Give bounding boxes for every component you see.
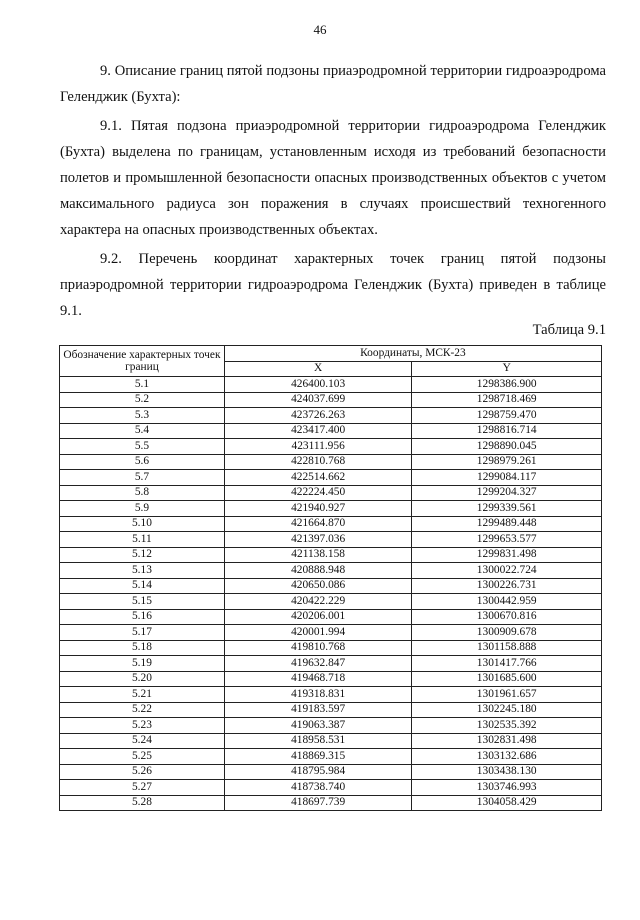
table-row — [60, 563, 602, 579]
table-row — [60, 687, 602, 703]
cell-point-name: 5.1 — [60, 377, 225, 393]
cell-y: 1298890.045 — [412, 439, 602, 455]
cell-y: 1300670.816 — [412, 609, 602, 625]
header-coordinates: Координаты, МСК-23 — [224, 346, 601, 362]
table-row — [60, 733, 602, 749]
cell-x: 418869.315 — [224, 749, 412, 765]
cell-y: 1299084.117 — [412, 470, 602, 486]
table-row — [60, 749, 602, 765]
table-row — [60, 532, 602, 548]
cell-y: 1298718.469 — [412, 392, 602, 408]
cell-point-name: 5.20 — [60, 671, 225, 687]
cell-y: 1303438.130 — [412, 764, 602, 780]
cell-point-name: 5.3 — [60, 408, 225, 424]
cell-y: 1302831.498 — [412, 733, 602, 749]
cell-x: 421940.927 — [224, 501, 412, 517]
paragraph-9-1: 9.1. Пятая подзона приаэродромной территории гидроаэродрома Геленджик (Бухта) выделена по границам, установленным исходя из требований безопасности полетов и промышленной безопасности опасных производственных объектов с учетом максимального радиуса зон поражения в случаях происшествий техногенного характера на опасных производственных объектах. — [60, 118, 606, 238]
table-row — [60, 485, 602, 501]
table-row — [60, 516, 602, 532]
table-row — [60, 470, 602, 486]
table-row — [60, 671, 602, 687]
cell-x: 422224.450 — [224, 485, 412, 501]
cell-point-name: 5.4 — [60, 423, 225, 439]
coordinates-table — [59, 345, 602, 811]
cell-point-name: 5.10 — [60, 516, 225, 532]
cell-x: 419063.387 — [224, 718, 412, 734]
table-row — [60, 423, 602, 439]
table-header-row — [60, 346, 602, 362]
header-x: X — [224, 361, 412, 377]
cell-x: 419468.718 — [224, 671, 412, 687]
cell-point-name: 5.7 — [60, 470, 225, 486]
cell-y: 1300022.724 — [412, 563, 602, 579]
cell-x: 426400.103 — [224, 377, 412, 393]
cell-y: 1301158.888 — [412, 640, 602, 656]
cell-x: 419183.597 — [224, 702, 412, 718]
header-point-name: Обозначение характерных точек границ — [60, 346, 225, 377]
table-row — [60, 594, 602, 610]
cell-point-name: 5.27 — [60, 780, 225, 796]
cell-x: 418697.739 — [224, 795, 412, 811]
table-row — [60, 501, 602, 517]
cell-point-name: 5.21 — [60, 687, 225, 703]
cell-point-name: 5.9 — [60, 501, 225, 517]
cell-x: 423111.956 — [224, 439, 412, 455]
cell-x: 421664.870 — [224, 516, 412, 532]
cell-y: 1303746.993 — [412, 780, 602, 796]
cell-x: 420650.086 — [224, 578, 412, 594]
table-row — [60, 439, 602, 455]
document-body — [60, 58, 606, 324]
table-row — [60, 547, 602, 563]
cell-x: 420206.001 — [224, 609, 412, 625]
table-row — [60, 625, 602, 641]
cell-x: 420422.229 — [224, 594, 412, 610]
cell-point-name: 5.19 — [60, 656, 225, 672]
cell-x: 423726.263 — [224, 408, 412, 424]
table-caption: Таблица 9.1 — [532, 322, 606, 338]
cell-x: 419810.768 — [224, 640, 412, 656]
cell-y: 1299339.561 — [412, 501, 602, 517]
cell-point-name: 5.11 — [60, 532, 225, 548]
cell-x: 419318.831 — [224, 687, 412, 703]
section-heading: 9. Описание границ пятой подзоны приаэродромной территории гидроаэродрома Геленджик (Бухта): — [60, 63, 606, 105]
cell-point-name: 5.13 — [60, 563, 225, 579]
paragraph-9-2: 9.2. Перечень координат характерных точек границ пятой подзоны приаэродромной территории гидроаэродрома Геленджик (Бухта) приведен в таблице 9.1. — [60, 251, 606, 319]
table-row — [60, 702, 602, 718]
table-row — [60, 392, 602, 408]
table-row — [60, 795, 602, 811]
cell-point-name: 5.5 — [60, 439, 225, 455]
cell-point-name: 5.18 — [60, 640, 225, 656]
cell-y: 1299204.327 — [412, 485, 602, 501]
cell-y: 1301417.766 — [412, 656, 602, 672]
cell-x: 424037.699 — [224, 392, 412, 408]
cell-point-name: 5.6 — [60, 454, 225, 470]
cell-point-name: 5.15 — [60, 594, 225, 610]
table-row — [60, 578, 602, 594]
table-row — [60, 640, 602, 656]
cell-y: 1299653.577 — [412, 532, 602, 548]
table-row — [60, 718, 602, 734]
header-y: Y — [412, 361, 602, 377]
cell-y: 1298816.714 — [412, 423, 602, 439]
cell-point-name: 5.28 — [60, 795, 225, 811]
cell-point-name: 5.8 — [60, 485, 225, 501]
cell-point-name: 5.22 — [60, 702, 225, 718]
cell-y: 1303132.686 — [412, 749, 602, 765]
cell-y: 1300226.731 — [412, 578, 602, 594]
cell-x: 420888.948 — [224, 563, 412, 579]
cell-x: 422810.768 — [224, 454, 412, 470]
cell-y: 1298386.900 — [412, 377, 602, 393]
page-number: 46 — [313, 22, 327, 37]
cell-point-name: 5.2 — [60, 392, 225, 408]
cell-y: 1301685.600 — [412, 671, 602, 687]
table-row — [60, 408, 602, 424]
table-row — [60, 764, 602, 780]
table-row — [60, 656, 602, 672]
cell-y: 1302245.180 — [412, 702, 602, 718]
cell-point-name: 5.24 — [60, 733, 225, 749]
table-row — [60, 454, 602, 470]
cell-y: 1301961.657 — [412, 687, 602, 703]
cell-point-name: 5.16 — [60, 609, 225, 625]
cell-y: 1299489.448 — [412, 516, 602, 532]
cell-point-name: 5.14 — [60, 578, 225, 594]
cell-x: 418795.984 — [224, 764, 412, 780]
cell-y: 1300442.959 — [412, 594, 602, 610]
cell-x: 418738.740 — [224, 780, 412, 796]
cell-x: 421397.036 — [224, 532, 412, 548]
cell-point-name: 5.25 — [60, 749, 225, 765]
table-row — [60, 377, 602, 393]
table-row — [60, 609, 602, 625]
cell-point-name: 5.17 — [60, 625, 225, 641]
table-row — [60, 780, 602, 796]
cell-point-name: 5.23 — [60, 718, 225, 734]
cell-x: 421138.158 — [224, 547, 412, 563]
cell-point-name: 5.12 — [60, 547, 225, 563]
cell-y: 1300909.678 — [412, 625, 602, 641]
cell-x: 423417.400 — [224, 423, 412, 439]
cell-y: 1298759.470 — [412, 408, 602, 424]
cell-point-name: 5.26 — [60, 764, 225, 780]
cell-x: 420001.994 — [224, 625, 412, 641]
cell-x: 419632.847 — [224, 656, 412, 672]
table-body — [60, 377, 602, 811]
cell-y: 1302535.392 — [412, 718, 602, 734]
cell-y: 1299831.498 — [412, 547, 602, 563]
cell-y: 1304058.429 — [412, 795, 602, 811]
cell-x: 422514.662 — [224, 470, 412, 486]
cell-x: 418958.531 — [224, 733, 412, 749]
cell-y: 1298979.261 — [412, 454, 602, 470]
